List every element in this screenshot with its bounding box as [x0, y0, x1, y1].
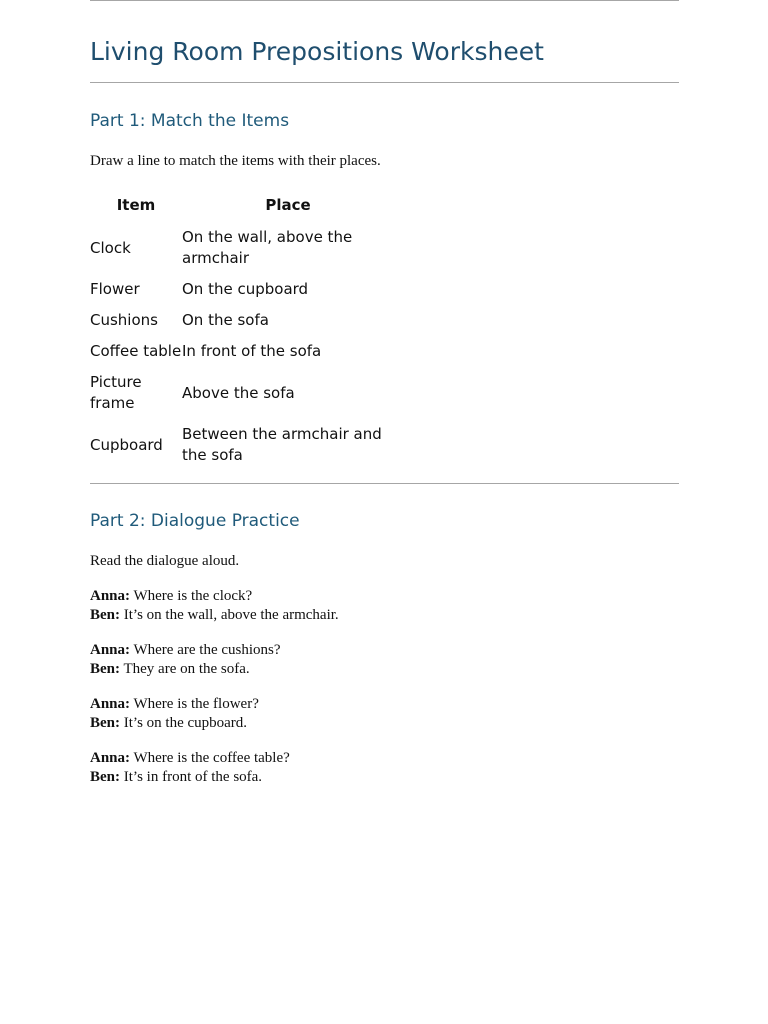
- item-cell: Cupboard: [90, 435, 163, 454]
- place-cell: In front of the sofa: [182, 342, 322, 360]
- dialogue-line: [90, 695, 679, 714]
- table-row: [90, 367, 394, 419]
- dialogue-line: [90, 714, 679, 733]
- place-cell: On the sofa: [182, 311, 269, 329]
- table-row: [90, 274, 394, 305]
- dialogue-text: It’s on the cupboard.: [120, 714, 248, 731]
- dialogue-exchange: [90, 587, 679, 624]
- title-divider: [90, 82, 679, 83]
- part2-instruction: Read the dialogue aloud.: [90, 553, 240, 569]
- dialogue-line: [90, 749, 679, 768]
- part1-instruction: Draw a line to match the items with their places.: [90, 153, 381, 169]
- item-cell: Picture frame: [90, 373, 142, 412]
- dialogue-text: Where are the cushions?: [130, 642, 281, 658]
- table-row: [90, 222, 394, 274]
- place-cell: On the cupboard: [182, 280, 309, 298]
- place-cell: Above the sofa: [182, 383, 295, 402]
- page-title: Living Room Prepositions Worksheet: [90, 37, 544, 66]
- dialogue-text: Where is the coffee table?: [130, 750, 290, 766]
- dialogue-exchange: [90, 641, 679, 678]
- dialogue-exchange: [90, 749, 679, 786]
- column-header-place: Place: [265, 196, 311, 214]
- part2-heading: Part 2: Dialogue Practice: [90, 511, 300, 531]
- dialogue-text: It’s in front of the sofa.: [120, 768, 263, 785]
- item-cell: Cushions: [90, 311, 158, 329]
- match-table: [90, 188, 394, 471]
- place-cell: On the wall, above the armchair: [182, 228, 353, 267]
- part-divider: [90, 483, 679, 484]
- part1-heading: Part 1: Match the Items: [90, 111, 290, 131]
- column-header-item: Item: [116, 196, 156, 214]
- dialogue-text: Where is the flower?: [130, 696, 259, 712]
- dialogue-line: [90, 587, 679, 606]
- place-cell: Between the armchair and the sofa: [182, 425, 382, 464]
- item-cell: Flower: [90, 280, 140, 298]
- worksheet-page: [90, 0, 679, 786]
- dialogue-line: [90, 768, 679, 787]
- dialogue-text: Where is the clock?: [130, 588, 253, 604]
- table-row: [90, 305, 394, 336]
- table-row: [90, 336, 394, 367]
- dialogue-line: [90, 641, 679, 660]
- dialogue-text: They are on the sofa.: [120, 660, 250, 677]
- table-header-row: [90, 188, 394, 222]
- dialogue-text: It’s on the wall, above the armchair.: [120, 606, 339, 623]
- speaker-name: Anna:: [90, 642, 131, 658]
- speaker-name: Ben:: [90, 660, 120, 677]
- speaker-name: Ben:: [90, 606, 120, 623]
- dialogue-line: [90, 660, 679, 679]
- speaker-name: Anna:: [90, 696, 131, 712]
- speaker-name: Anna:: [90, 588, 131, 604]
- speaker-name: Ben:: [90, 768, 120, 785]
- speaker-name: Anna:: [90, 750, 131, 766]
- dialogue-exchange: [90, 695, 679, 732]
- speaker-name: Ben:: [90, 714, 120, 731]
- table-row: [90, 419, 394, 471]
- dialogue-line: [90, 606, 679, 625]
- item-cell: Clock: [90, 238, 131, 257]
- item-cell: Coffee table: [90, 342, 182, 360]
